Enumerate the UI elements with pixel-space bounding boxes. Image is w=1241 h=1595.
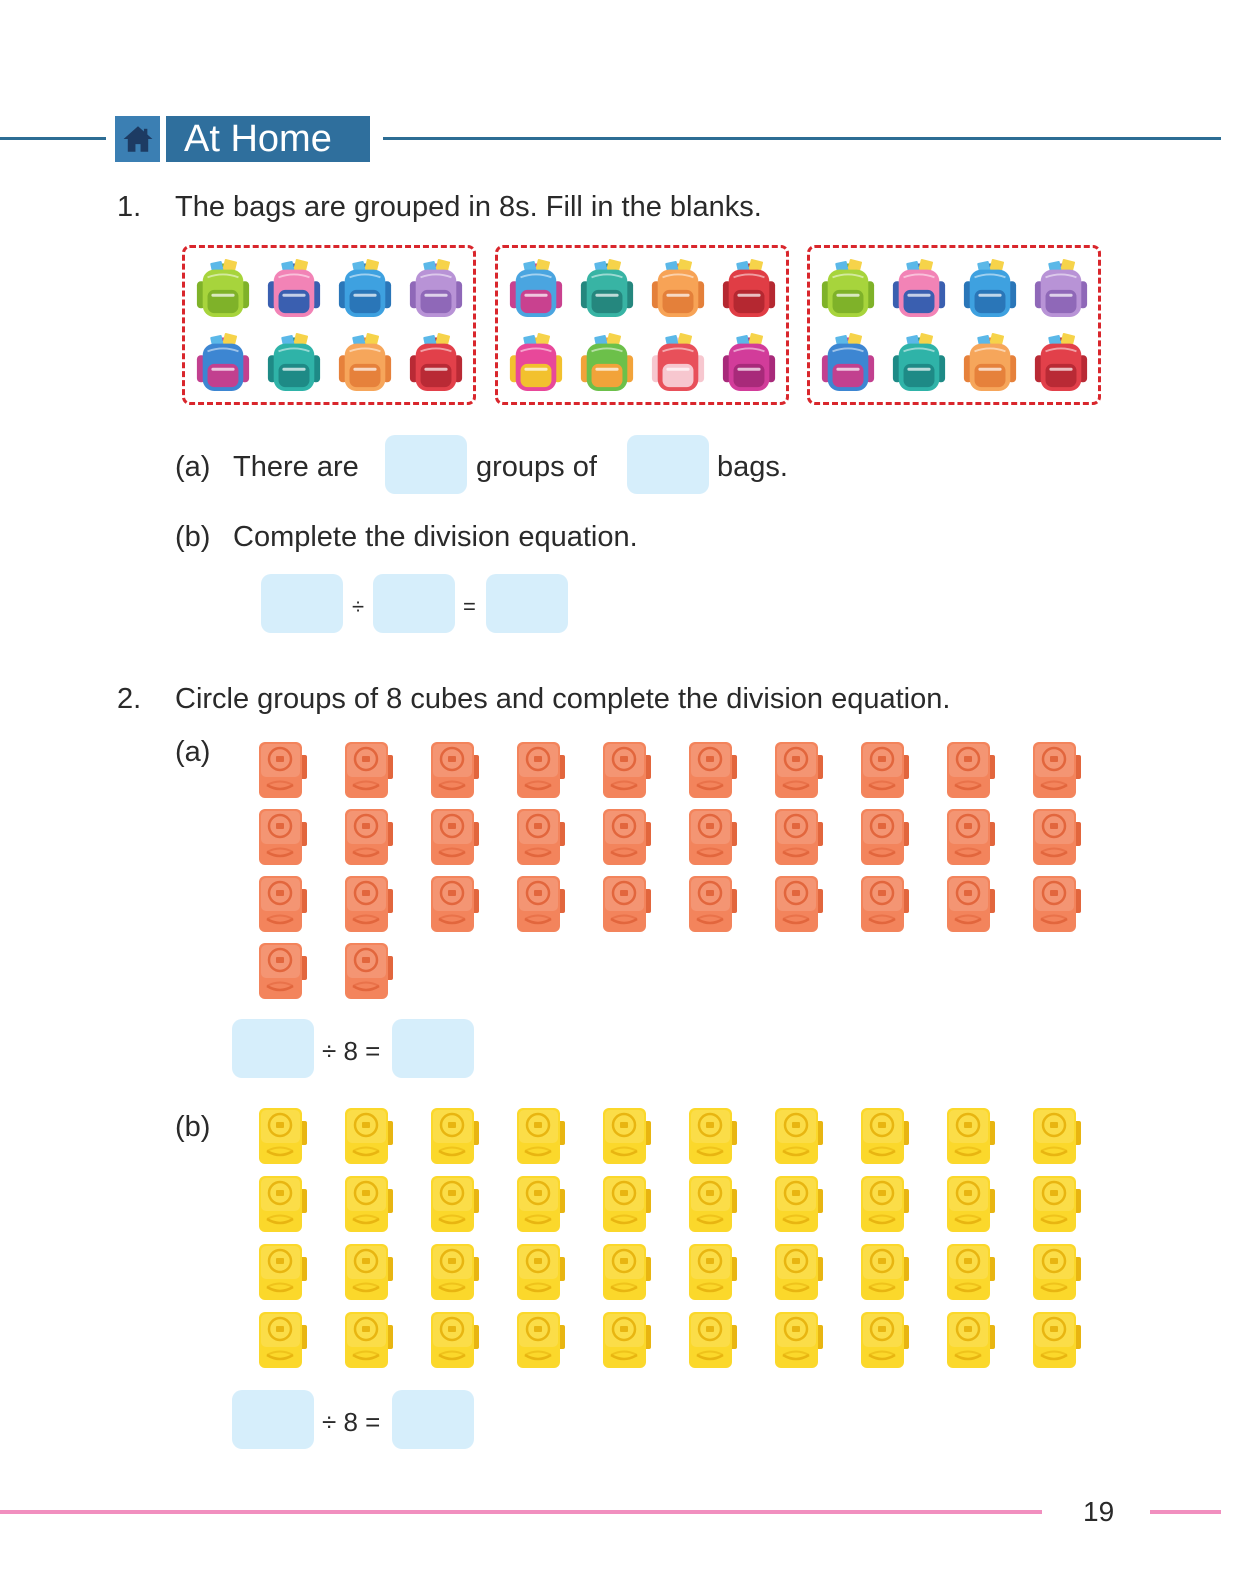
- yellow-cube-icon: [860, 1175, 910, 1233]
- yellow-cube-icon: [774, 1243, 824, 1301]
- division-by-8: ÷ 8 =: [322, 1036, 381, 1066]
- backpack-icon: [407, 330, 465, 394]
- yellow-cube-grid: [258, 1107, 1082, 1369]
- yellow-cube-icon: [344, 1243, 394, 1301]
- yellow-cube-icon: [946, 1243, 996, 1301]
- yellow-cube-icon: [946, 1311, 996, 1369]
- orange-cube-icon: [774, 875, 824, 933]
- yellow-cube-icon: [688, 1175, 738, 1233]
- yellow-cube-icon: [258, 1243, 308, 1301]
- orange-cube-icon: [258, 741, 308, 799]
- orange-cube-icon: [602, 875, 652, 933]
- backpack-icon: [507, 256, 565, 320]
- yellow-cube-icon: [430, 1175, 480, 1233]
- backpack-icon: [720, 330, 778, 394]
- page-number: 19: [1083, 1496, 1115, 1527]
- orange-cube-icon: [860, 808, 910, 866]
- yellow-cube-icon: [774, 1311, 824, 1369]
- orange-cube-icon: [344, 942, 394, 1000]
- backpack-icon: [961, 330, 1019, 394]
- orange-cube-icon: [516, 741, 566, 799]
- yellow-cube-icon: [516, 1107, 566, 1165]
- section-title: At Home: [166, 116, 370, 162]
- backpack-icon: [961, 256, 1019, 320]
- bag-group: [495, 245, 789, 405]
- backpack-icon: [265, 330, 323, 394]
- orange-cube-icon: [688, 808, 738, 866]
- backpack-icon: [649, 330, 707, 394]
- orange-cube-icon: [1032, 875, 1082, 933]
- orange-cube-icon: [516, 875, 566, 933]
- yellow-cube-icon: [258, 1311, 308, 1369]
- yellow-cube-icon: [860, 1107, 910, 1165]
- orange-cube-icon: [1032, 808, 1082, 866]
- orange-cube-icon: [258, 875, 308, 933]
- question-1-text: The bags are grouped in 8s. Fill in the blanks.: [175, 191, 762, 223]
- yellow-cube-icon: [1032, 1243, 1082, 1301]
- division-by-8: ÷ 8 =: [322, 1407, 381, 1437]
- yellow-cube-icon: [602, 1175, 652, 1233]
- backpack-icon: [890, 330, 948, 394]
- orange-cube-icon: [344, 741, 394, 799]
- answer-box-dividend: [261, 574, 343, 633]
- part-a-text-middle: groups of: [476, 451, 597, 483]
- backpack-icon: [890, 256, 948, 320]
- orange-cube-icon: [774, 808, 824, 866]
- backpack-icon: [578, 256, 636, 320]
- answer-box-total-orange: [232, 1019, 314, 1078]
- orange-cube-icon: [258, 808, 308, 866]
- backpack-icon: [720, 256, 778, 320]
- orange-cube-icon: [860, 741, 910, 799]
- yellow-cube-icon: [258, 1107, 308, 1165]
- backpack-icon: [265, 256, 323, 320]
- part-a-label: (a): [175, 736, 211, 768]
- divide-sign: ÷: [352, 594, 365, 619]
- orange-cube-icon: [688, 875, 738, 933]
- yellow-cube-icon: [602, 1107, 652, 1165]
- yellow-cube-icon: [430, 1311, 480, 1369]
- yellow-cube-icon: [430, 1243, 480, 1301]
- footer-rule-right: [1150, 1510, 1221, 1514]
- question-2-number: 2.: [117, 683, 142, 715]
- backpack-icon: [819, 330, 877, 394]
- orange-cube-icon: [774, 741, 824, 799]
- yellow-cube-icon: [946, 1175, 996, 1233]
- footer-rule-left: [0, 1510, 1042, 1514]
- answer-box-total-yellow: [232, 1390, 314, 1449]
- backpack-icon: [507, 330, 565, 394]
- yellow-cube-icon: [516, 1243, 566, 1301]
- yellow-cube-icon: [688, 1107, 738, 1165]
- yellow-cube-icon: [860, 1243, 910, 1301]
- orange-cube-icon: [430, 875, 480, 933]
- answer-box-quotient-orange: [392, 1019, 474, 1078]
- home-icon: [121, 122, 155, 156]
- header-rule-right: [383, 137, 1221, 140]
- part-b-label: (b): [175, 521, 211, 553]
- yellow-cube-icon: [344, 1175, 394, 1233]
- orange-cube-icon: [258, 942, 308, 1000]
- backpack-icon: [1032, 330, 1090, 394]
- yellow-cube-icon: [344, 1311, 394, 1369]
- orange-cube-icon: [430, 741, 480, 799]
- orange-cube-icon: [344, 808, 394, 866]
- backpack-icon: [336, 330, 394, 394]
- yellow-cube-icon: [602, 1243, 652, 1301]
- yellow-cube-icon: [344, 1107, 394, 1165]
- orange-cube-icon: [946, 875, 996, 933]
- part-a-text-after: bags.: [717, 451, 788, 483]
- part-a-text-before: There are: [233, 451, 359, 483]
- part-b-text: Complete the division equation.: [233, 521, 638, 553]
- orange-cube-grid: [258, 741, 1082, 1000]
- yellow-cube-icon: [1032, 1107, 1082, 1165]
- yellow-cube-icon: [516, 1311, 566, 1369]
- home-icon-box: [115, 116, 160, 162]
- orange-cube-icon: [516, 808, 566, 866]
- answer-box-per-group: [627, 435, 709, 494]
- orange-cube-icon: [860, 875, 910, 933]
- orange-cube-icon: [688, 741, 738, 799]
- part-a-label: (a): [175, 451, 211, 483]
- part-b-label: (b): [175, 1111, 211, 1143]
- question-1-number: 1.: [117, 191, 142, 223]
- yellow-cube-icon: [946, 1107, 996, 1165]
- orange-cube-icon: [946, 741, 996, 799]
- orange-cube-icon: [602, 808, 652, 866]
- yellow-cube-icon: [516, 1175, 566, 1233]
- yellow-cube-icon: [688, 1311, 738, 1369]
- backpack-icon: [649, 256, 707, 320]
- answer-box-divisor: [373, 574, 455, 633]
- answer-box-groups: [385, 435, 467, 494]
- orange-cube-icon: [946, 808, 996, 866]
- yellow-cube-icon: [602, 1311, 652, 1369]
- backpack-icon: [819, 256, 877, 320]
- yellow-cube-icon: [860, 1311, 910, 1369]
- question-2-text: Circle groups of 8 cubes and complete the division equation.: [175, 683, 951, 715]
- yellow-cube-icon: [430, 1107, 480, 1165]
- yellow-cube-icon: [1032, 1311, 1082, 1369]
- orange-cube-icon: [602, 741, 652, 799]
- header-rule-left: [0, 137, 106, 140]
- yellow-cube-icon: [774, 1107, 824, 1165]
- yellow-cube-icon: [688, 1243, 738, 1301]
- backpack-icon: [578, 330, 636, 394]
- backpack-icon: [194, 330, 252, 394]
- orange-cube-icon: [430, 808, 480, 866]
- backpack-icon: [407, 256, 465, 320]
- answer-box-quotient-yellow: [392, 1390, 474, 1449]
- backpack-icon: [336, 256, 394, 320]
- yellow-cube-icon: [1032, 1175, 1082, 1233]
- bag-group: [182, 245, 476, 405]
- equals-sign: =: [463, 594, 476, 619]
- backpack-icon: [1032, 256, 1090, 320]
- yellow-cube-icon: [774, 1175, 824, 1233]
- orange-cube-icon: [344, 875, 394, 933]
- backpack-icon: [194, 256, 252, 320]
- bag-group: [807, 245, 1101, 405]
- answer-box-quotient: [486, 574, 568, 633]
- orange-cube-icon: [1032, 741, 1082, 799]
- yellow-cube-icon: [258, 1175, 308, 1233]
